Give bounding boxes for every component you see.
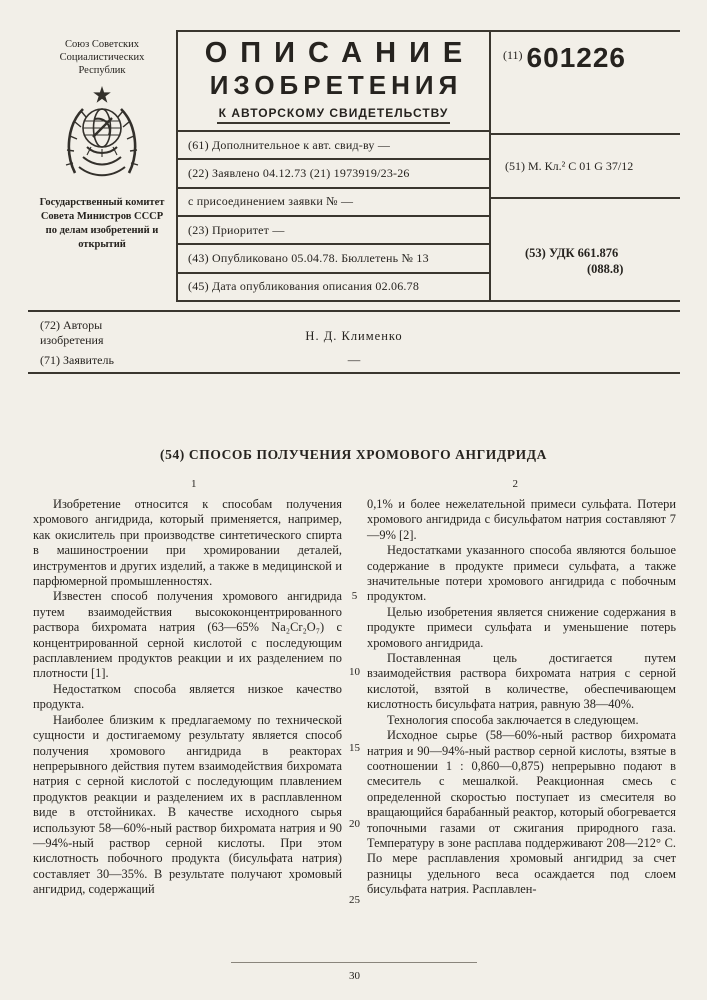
masthead bbox=[28, 30, 680, 302]
paragraph: Недостатком способа является низкое качество продукта. bbox=[33, 681, 342, 712]
doc-type-word-1: ОПИСАНИЕ bbox=[204, 37, 476, 69]
paragraph: Наиболее близким к предлагаемому по технической сущности и достигаемому результату является способ получения хромового ангидрида в реакторах непрерывного действия путем взаимодействия бихромата натрия с серной кислотой с последующим плавлением продуктов реакции и разделением их в расплавленном виде в отстойниках. В качестве исходного сырья используют 58—60%-ный раствор бихромата натрия и 90—94%-ный раствор серной кислоты. При этом кислотность побочного продукта (бисульфата натрия) составляет 30—35%. В результате получают хромовый ангидрид, содержащий bbox=[33, 712, 342, 897]
authors-label: (72) Авторы изобретения bbox=[40, 318, 104, 347]
paragraph: Изобретение относится к способам получения хромового ангидрида, который применяется, например, как окислитель при производстве синтетического спирта в машиностроении при хромировании деталей, инструментов и других изделий, а также в медицинской и парфюмерной промышленностях. bbox=[33, 497, 342, 589]
body-text bbox=[33, 478, 676, 982]
applicant-value: — bbox=[347, 353, 361, 367]
emblem bbox=[28, 85, 176, 188]
committee-name: Государственный комитет Совета Министров СССР по делам изобретений и открытий bbox=[39, 197, 165, 250]
margin-line-number: 10 bbox=[349, 666, 360, 678]
paragraph: Исходное сырье (58—60%-ный раствор бихромата натрия и 90—94%-ный раствор серной кислоты, взятые в соотношении 1 : 0,860—0,875) непрерывно подают в смеситель с мешалкой. Реакционная смесь с определенной скоростью поступает из смесителя во вращающийся барабанный реактор, который обогревается топочными газами от сжигания природного газа. Температуру в зоне расплава поддерживают 208—212° С. По мере расплавления хромовый ангидрид за счет разницы удельного веса осаждается под слоем бисульфата натрия. Расплавлен- bbox=[367, 728, 676, 897]
udk-block bbox=[491, 197, 680, 300]
publication-number-block bbox=[491, 32, 680, 133]
applicant-label: (71) Заявитель bbox=[40, 353, 114, 367]
field-priority: (23) Приоритет — bbox=[178, 217, 489, 245]
field-published: (43) Опубликовано 05.04.78. Бюллетень № 13 bbox=[178, 245, 489, 273]
document-type-block bbox=[178, 32, 489, 132]
udk-code: (53) УДК 661.876 bbox=[525, 246, 619, 260]
field-description-published: (45) Дата опубликования описания 02.06.78 bbox=[188, 279, 420, 294]
ussr-coat-of-arms-icon bbox=[57, 85, 147, 183]
column-1-number: 1 bbox=[191, 478, 197, 490]
ipc-class-block bbox=[491, 133, 680, 197]
authors-value: Н. Д. Клименко bbox=[305, 329, 403, 343]
body-column-left bbox=[33, 497, 342, 898]
codes-block bbox=[491, 30, 680, 302]
doc-type-word-2: ИЗОБРЕТЕНИЯ bbox=[209, 70, 463, 100]
publisher-block bbox=[28, 30, 176, 302]
paragraph: Технология способа заключается в следующем. bbox=[387, 712, 639, 727]
doc-subtitle: К АВТОРСКОМУ СВИДЕТЕЛЬСТВУ bbox=[217, 103, 451, 124]
paragraph: Недостатками указанного способа являются большое содержание в продукте примеси сульфата, а также значительные потери хромового ангидрида с побочным продуктом. bbox=[367, 543, 676, 604]
margin-line-number: 25 bbox=[349, 894, 360, 906]
paragraph: Известен способ получения хромового ангидрида путем взаимодействия высококонцентрированного раствора бихромата натрия (63—65% Na₂Cr₂O₇) с концентрированной серной кислотой с последующим расплавлением продуктов реакции и их разделением по плотности [1]. bbox=[33, 589, 342, 681]
byline-section bbox=[28, 310, 680, 374]
body-column-right bbox=[367, 497, 676, 898]
footer-rule bbox=[231, 962, 477, 963]
margin-line-number: 30 bbox=[349, 970, 360, 982]
paragraph: 0,1% и более нежелательной примеси сульфата. Потери хромового ангидрида с бисульфатом натрия составляют 7—9% [2]. bbox=[367, 497, 676, 542]
udk-code-suffix: (088.8) bbox=[587, 262, 624, 276]
field-application-filed: (22) Заявлено 04.12.73 (21) 1973919/23-26 bbox=[178, 160, 489, 188]
margin-line-number: 5 bbox=[351, 590, 358, 602]
column-2-number: 2 bbox=[512, 478, 518, 490]
publication-number-label: (11) bbox=[503, 48, 523, 62]
union-name: Союз Советских Социалистических Республик bbox=[59, 39, 145, 76]
margin-line-number: 15 bbox=[349, 742, 360, 754]
column-numbers bbox=[33, 478, 676, 490]
bibliographic-table bbox=[176, 30, 491, 302]
paragraph: Поставленная цель достигается путем взаимодействия раствора бихромата натрия с серной кислотой, взятой в количестве, обеспечивающем кислотность бисульфата натрия, равную 38—40%. bbox=[367, 651, 676, 712]
invention-title: (54) СПОСОБ ПОЛУЧЕНИЯ ХРОМОВОГО АНГИДРИДА bbox=[160, 447, 547, 462]
ipc-class-code: (51) М. Кл.² С 01 G 37/12 bbox=[505, 158, 634, 173]
margin-line-number: 20 bbox=[349, 818, 360, 830]
paragraph: Целью изобретения является снижение содержания в продукте примеси сульфата и уменьшение потерь хромового ангидрида. bbox=[367, 604, 676, 650]
publication-number: 601226 bbox=[526, 42, 626, 73]
field-joined-application: с присоединением заявки № — bbox=[178, 189, 489, 217]
field-additional-to-certificate: (61) Дополнительное к авт. свид-ву — bbox=[178, 132, 489, 160]
